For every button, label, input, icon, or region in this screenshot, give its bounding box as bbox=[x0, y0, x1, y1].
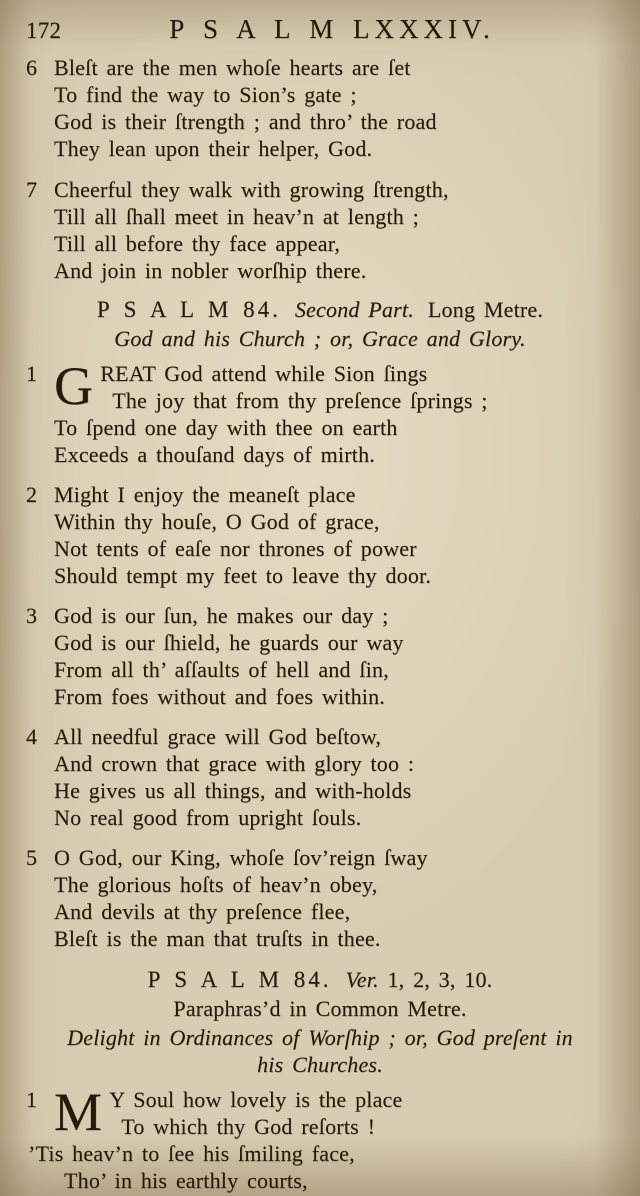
page-header bbox=[26, 12, 614, 46]
verse-number: 2 bbox=[26, 482, 38, 507]
verse-line: Bleſt are the men whoſe hearts are ſet bbox=[54, 55, 411, 80]
verse-line: Should tempt my feet to leave thy door. bbox=[54, 563, 432, 588]
verse-line: God is our ſun, he makes our day ; bbox=[54, 603, 389, 628]
verse-number: 7 bbox=[26, 177, 38, 202]
part-label: Second Part. bbox=[294, 297, 414, 322]
verse-3 bbox=[26, 602, 614, 710]
verse-6 bbox=[26, 54, 614, 162]
verse-line: No real good from upright ſouls. bbox=[54, 805, 362, 830]
verse-line: Within thy houſe, O God of grace, bbox=[54, 509, 380, 534]
verse-number: 5 bbox=[26, 845, 38, 870]
psalm-84-first-part-verses bbox=[26, 54, 614, 284]
verse-line: From all th’ aſſaults of hell and ſin, bbox=[54, 657, 389, 682]
drop-cap-G: G bbox=[54, 356, 94, 416]
verse-number: 3 bbox=[26, 603, 38, 628]
drop-cap-M: M bbox=[54, 1082, 103, 1142]
verse-line: To which thy God reſorts ! bbox=[121, 1114, 376, 1139]
section-heading bbox=[26, 296, 614, 323]
verse-line: REAT God attend while Sion ſings bbox=[100, 361, 428, 386]
verse-line: Might I enjoy the meaneſt place bbox=[54, 482, 356, 507]
verse-line: He gives us all things, and with-holds bbox=[54, 778, 412, 803]
section-subtitle: God and his Church ; or, Grace and Glory. bbox=[114, 326, 526, 351]
section-heading bbox=[26, 966, 614, 993]
ver-label: Ver. bbox=[345, 967, 379, 992]
verse-1-common-metre bbox=[26, 1082, 614, 1194]
section-subtitle-line-1: Delight in Ordinances of Worſhip ; or, God preſent in bbox=[67, 1025, 573, 1050]
verse-line: And devils at thy preſence flee, bbox=[54, 899, 351, 924]
page-number: 172 bbox=[26, 18, 62, 43]
verse-line: Not tents of eaſe nor thrones of power bbox=[54, 536, 417, 561]
verse-line: Till all ſhall meet in heav’n at length ; bbox=[54, 204, 419, 229]
subheading: Paraphras’d in Common Metre. bbox=[173, 996, 467, 1021]
verse-line: The joy that from thy preſence ſprings ; bbox=[112, 388, 488, 413]
verse-number: 4 bbox=[26, 724, 38, 749]
verse-line: From foes without and foes within. bbox=[54, 684, 385, 709]
psalm-84-second-part bbox=[26, 296, 614, 952]
verse-line: Exceeds a thouſand days of mirth. bbox=[54, 442, 375, 467]
verse-line: To find the way to Sion’s gate ; bbox=[54, 82, 357, 107]
verse-line: God is their ſtrength ; and thro’ the road bbox=[54, 109, 437, 134]
ver-numbers: 1, 2, 3, 10. bbox=[387, 967, 493, 992]
verse-line: Y Soul how lovely is the place bbox=[109, 1087, 403, 1112]
verse-4 bbox=[26, 723, 614, 831]
verse-line: O God, our King, whoſe ſov’reign ſway bbox=[54, 845, 428, 870]
verse-line: Cheerful they walk with growing ſtrength, bbox=[54, 177, 449, 202]
verse-line: To ſpend one day with thee on earth bbox=[54, 415, 398, 440]
verse-line: They lean upon their helper, God. bbox=[54, 136, 373, 161]
metre-label: Long Metre. bbox=[427, 297, 544, 322]
verse-number: 6 bbox=[26, 55, 38, 80]
verse-number: 1 bbox=[26, 361, 38, 386]
page-title: P S A L M LXXXIV. bbox=[169, 14, 495, 44]
verse-line: And join in nobler worſhip there. bbox=[54, 258, 367, 283]
psalm-84-paraphrase bbox=[26, 966, 614, 1194]
verse-line: The glorious hoſts of heav’n obey, bbox=[54, 872, 378, 897]
verse-2 bbox=[26, 481, 614, 589]
verse-line: God is our ſhield, he guards our way bbox=[54, 630, 404, 655]
verse-5 bbox=[26, 844, 614, 952]
verse-line: Till all before thy face appear, bbox=[54, 231, 341, 256]
verse-1-long-metre bbox=[26, 356, 614, 468]
section-subtitle-line-2: his Churches. bbox=[257, 1052, 383, 1077]
verse-number: 1 bbox=[26, 1087, 38, 1112]
psalm-label: P S A L M 84. bbox=[147, 967, 332, 992]
verse-line: ’Tis heav’n to ſee his ſmiling face, bbox=[28, 1141, 355, 1166]
verse-line: Bleſt is the man that truſts in thee. bbox=[54, 926, 381, 951]
psalm-label: P S A L M 84. bbox=[96, 297, 281, 322]
verse-7 bbox=[26, 176, 614, 284]
verse-line: All needful grace will God beſtow, bbox=[54, 724, 382, 749]
verse-line: And crown that grace with glory too : bbox=[54, 751, 415, 776]
verse-line: Tho’ in his earthly courts, bbox=[64, 1168, 308, 1193]
